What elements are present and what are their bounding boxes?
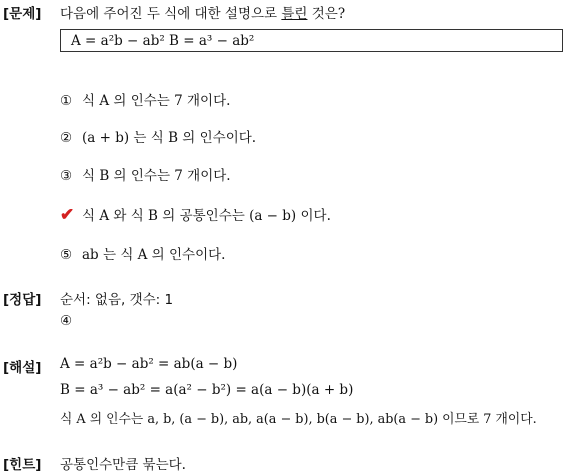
option-3-text: 식 B 의 인수는 7 개이다.: [82, 168, 231, 184]
expression-box-text: A = a²b − ab² B = a³ − ab²: [71, 33, 255, 49]
question-prompt-underlined: 틀린: [281, 6, 308, 22]
hint-label: [힌트]: [3, 457, 42, 473]
explanation-label: [해설]: [3, 360, 42, 376]
option-1[interactable]: [60, 89, 230, 109]
question-prompt: [60, 2, 345, 22]
explanation-line-1: A = a²b − ab² = ab(a − b): [60, 356, 238, 372]
option-5[interactable]: [60, 243, 225, 263]
option-5-marker: ⑤: [60, 247, 73, 263]
option-2-text: (a + b) 는 식 B 의 인수이다.: [82, 130, 257, 146]
question-label: [문제]: [3, 6, 42, 22]
option-2-marker: ②: [60, 130, 73, 146]
option-5-text: ab 는 식 A 의 인수이다.: [82, 247, 226, 263]
option-1-text: 식 A 의 인수는 7 개이다.: [82, 93, 231, 109]
checkmark-icon: ✔: [60, 205, 75, 225]
option-4-text: 식 A 와 식 B 의 공통인수는 (a − b) 이다.: [82, 208, 331, 224]
expression-box: [60, 29, 563, 52]
option-3-marker: ③: [60, 168, 73, 184]
answer-line-2: ④: [60, 313, 73, 329]
question-prompt-before: 다음에 주어진 두 식에 대한 설명으로: [60, 6, 282, 22]
explanation-line-3: 식 A 의 인수는 a, b, (a − b), ab, a(a − b), b(a − b), ab(a − b) 이므로 7 개이다.: [60, 412, 537, 427]
option-1-marker: ①: [60, 93, 73, 109]
option-3[interactable]: [60, 164, 231, 184]
question-prompt-after: 것은?: [307, 6, 346, 22]
explanation-line-2: B = a³ − ab² = a(a² − b²) = a(a − b)(a + b): [60, 382, 354, 398]
option-2[interactable]: [60, 126, 256, 146]
answer-line-1: 순서: 없음, 갯수: 1: [60, 292, 174, 308]
hint-text: 공통인수만큼 묶는다.: [60, 457, 186, 473]
answer-label: [정답]: [3, 292, 42, 308]
option-4[interactable]: [60, 204, 331, 224]
